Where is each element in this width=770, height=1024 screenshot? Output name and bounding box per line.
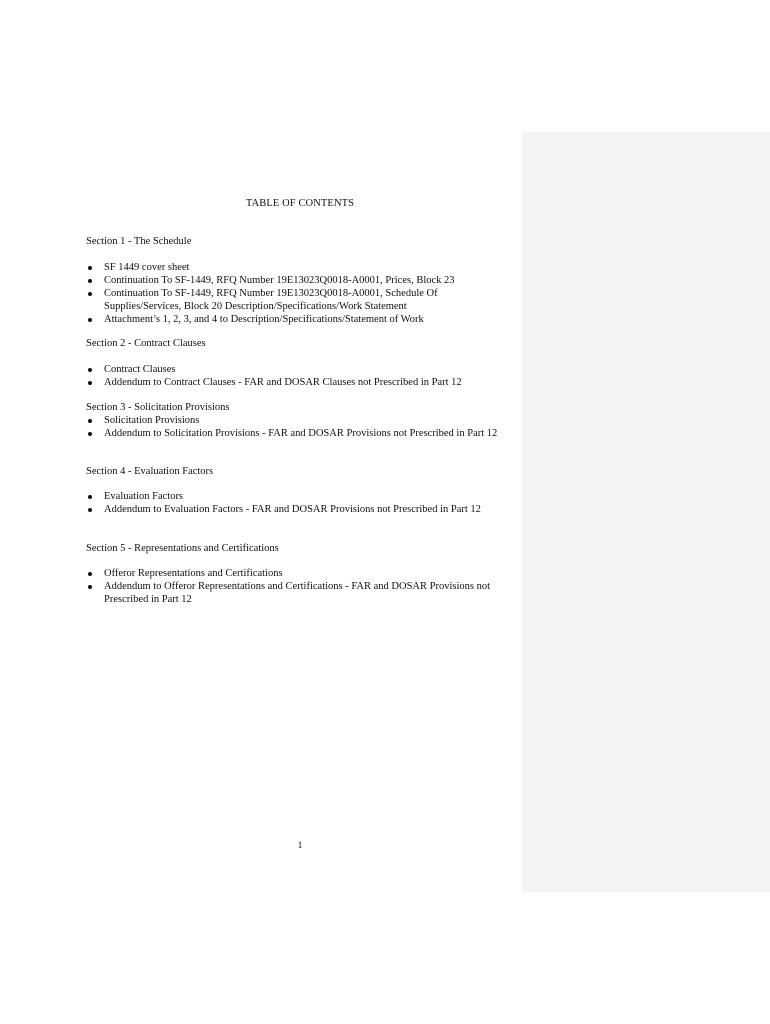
section-2-heading: Section 2 - Contract Clauses (86, 338, 206, 349)
bullet-icon (88, 279, 92, 283)
list-item-text: Attachment’s 1, 2, 3, and 4 to Description/Specifications/Statement of Work (104, 314, 424, 325)
comment-margin-pane (522, 132, 770, 892)
page-number: 1 (297, 841, 303, 851)
list-item (86, 427, 516, 440)
list-item (86, 580, 516, 606)
list-item-text: Evaluation Factors (104, 491, 184, 502)
list-item (86, 261, 516, 274)
list-item (86, 376, 516, 389)
bullet-icon (88, 266, 92, 270)
section-4-heading: Section 4 - Evaluation Factors (86, 466, 214, 477)
bullet-icon (88, 368, 92, 372)
list-item (86, 274, 516, 287)
list-item-text: Addendum to Solicitation Provisions - FAR and DOSAR Provisions not Prescribed in Part 12 (104, 428, 498, 439)
toc-title: TABLE OF CONTENTS (245, 198, 355, 209)
section-1-heading: Section 1 - The Schedule (86, 236, 192, 247)
bullet-icon (88, 419, 92, 423)
list-item-text: Contract Clauses (104, 364, 176, 375)
list-item (86, 490, 516, 503)
bullet-icon (88, 495, 92, 499)
list-item-text: Addendum to Offeror Representations and Certifications - FAR and DOSAR Provisions not Prescribed in Part 12 (104, 581, 491, 605)
list-item-text: Addendum to Evaluation Factors - FAR and DOSAR Provisions not Prescribed in Part 12 (104, 504, 481, 515)
list-item-text: Continuation To SF-1449, RFQ Number 19E13023Q0018-A0001, Schedule Of Supplies/Services, Block 20 Description/Specifications/Work Statement (104, 288, 438, 312)
list-item-text: Continuation To SF-1449, RFQ Number 19E13023Q0018-A0001, Prices, Block 23 (104, 275, 455, 286)
list-item-text: Addendum to Contract Clauses - FAR and DOSAR Clauses not Prescribed in Part 12 (104, 377, 462, 388)
section-1-list (86, 261, 516, 326)
list-item-text: Solicitation Provisions (104, 415, 200, 426)
bullet-icon (88, 318, 92, 322)
bullet-icon (88, 432, 92, 436)
bullet-icon (88, 292, 92, 296)
section-3-heading: Section 3 - Solicitation Provisions (86, 402, 230, 413)
list-item-text: Offeror Representations and Certifications (104, 568, 283, 579)
list-item (86, 567, 516, 580)
list-item (86, 363, 516, 376)
bullet-icon (88, 572, 92, 576)
list-item (86, 414, 516, 427)
section-5-list (86, 567, 516, 606)
section-2-list (86, 363, 516, 389)
bullet-icon (88, 381, 92, 385)
list-item (86, 287, 516, 313)
section-4-list (86, 490, 516, 516)
bullet-icon (88, 508, 92, 512)
section-3-list (86, 414, 516, 440)
list-item-text: SF 1449 cover sheet (104, 262, 190, 273)
section-5-heading: Section 5 - Representations and Certifications (86, 543, 279, 554)
bullet-icon (88, 585, 92, 589)
list-item (86, 313, 516, 326)
list-item (86, 503, 516, 516)
